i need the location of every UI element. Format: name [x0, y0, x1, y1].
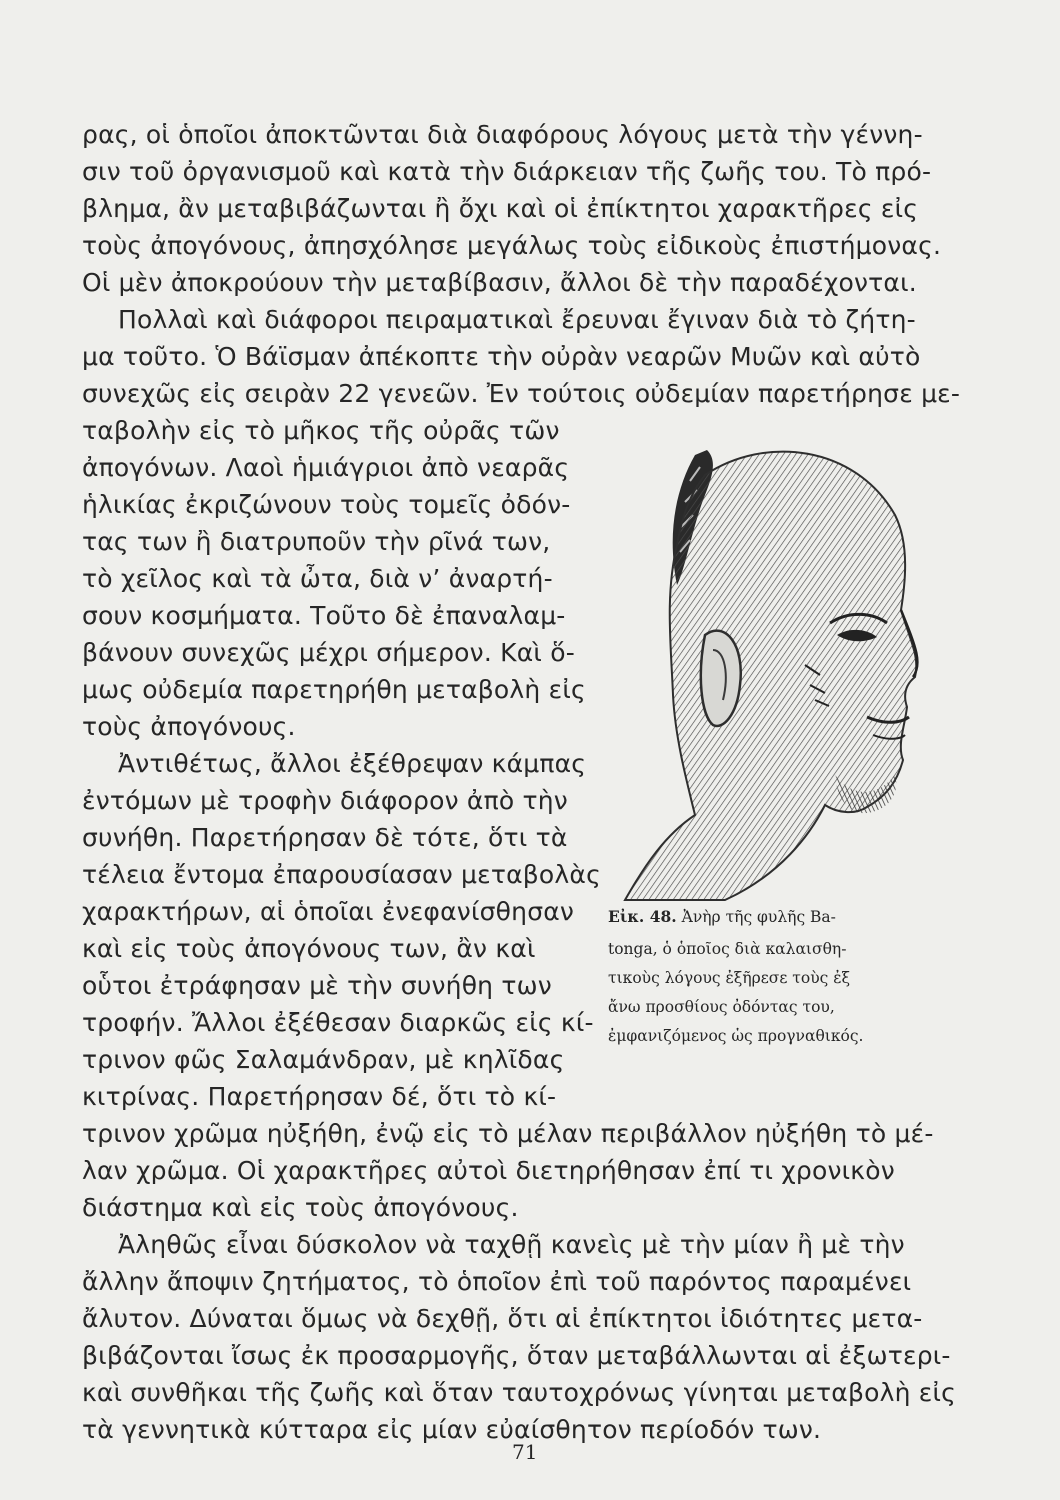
text-line: ἡλικίας ἐκριζώνουν τοὺς τομεῖς ὀδόν-: [82, 490, 571, 519]
text-line: ἐντόμων μὲ τροφὴν διάφορον ἀπὸ τὴν: [82, 786, 568, 815]
text-line: βάνουν συνεχῶς μέχρι σήμερον. Καὶ ὅ-: [82, 638, 575, 667]
text-line: οὗτοι ἐτράφησαν μὲ τὴν συνήθη των: [82, 971, 552, 1000]
text-line: βιβάζονται ἴσως ἐκ προσαρμογῆς, ὅταν μεταβάλλωνται αἱ ἐξωτερι-: [82, 1341, 951, 1370]
text-line: ρας, οἱ ὁποῖοι ἀποκτῶνται διὰ διαφόρους λόγους μετὰ τὴν γέννη-: [82, 120, 923, 149]
page-number: 71: [512, 1440, 538, 1464]
text-line: ταβολὴν εἰς τὸ μῆκος τῆς οὐρᾶς τῶν: [82, 416, 560, 445]
text-line: Ἀληθῶς εἶναι δύσκολον νὰ ταχθῇ κανεὶς μὲ τὴν μίαν ἢ μὲ τὴν: [118, 1230, 905, 1259]
text-line: τὰ γεννητικὰ κύτταρα εἰς μίαν εὐαίσθητον περίοδόν των.: [82, 1415, 822, 1444]
text-line: τρινον χρῶμα ηὐξήθη, ἐνῷ εἰς τὸ μέλαν περιβάλλον ηὐξήθη τὸ μέ-: [82, 1119, 934, 1148]
text-line: κιτρίνας. Παρετήρησαν δέ, ὅτι τὸ κί-: [82, 1082, 557, 1111]
text-line: χαρακτήρων, αἱ ὁποῖαι ἐνεφανίσθησαν: [82, 897, 575, 926]
text-line: καὶ εἰς τοὺς ἀπογόνους των, ἂν καὶ: [82, 934, 536, 963]
text-line: τας των ἢ διατρυποῦν τὴν ρῖνά των,: [82, 527, 551, 556]
text-line: τροφήν. Ἄλλοι ἐξέθεσαν διαρκῶς εἰς κί-: [82, 1008, 594, 1037]
text-line: μα τοῦτο. Ὁ Βάϊσμαν ἀπέκοπτε τὴν οὐρὰν νεαρῶν Μυῶν καὶ αὐτὸ: [82, 342, 921, 371]
text-line: σιν τοῦ ὀργανισμοῦ καὶ κατὰ τὴν διάρκειαν τῆς ζωῆς του. Τὸ πρό-: [82, 157, 932, 186]
caption-line: ἄνω προσθίους ὀδόντας του,: [608, 998, 835, 1016]
text-line: διάστημα καὶ εἰς τοὺς ἀπογόνους.: [82, 1193, 519, 1222]
text-line: συνεχῶς εἰς σειρὰν 22 γενεῶν. Ἐν τούτοις οὐδεμίαν παρετήρησε με-: [82, 379, 961, 408]
text-line: τρινον φῶς Σαλαμάνδραν, μὲ κηλῖδας: [82, 1045, 565, 1074]
figure-illustration: [605, 395, 950, 905]
caption-line: tonga, ὁ ὁποῖος διὰ καλαισθη-: [608, 940, 847, 958]
man-profile-engraving-icon: [605, 395, 950, 905]
caption-line: Ἀνὴρ τῆς φυλῆς Ba-: [681, 908, 836, 926]
text-line: ἄλλην ἄποψιν ζητήματος, τὸ ὁποῖον ἐπὶ τοῦ παρόντος παραμένει: [82, 1267, 912, 1296]
text-line: συνήθη. Παρετήρησαν δὲ τότε, ὅτι τὰ: [82, 823, 568, 852]
text-line: μως οὐδεμία παρετηρήθη μεταβολὴ εἰς: [82, 675, 586, 704]
text-line: ἀπογόνων. Λαοὶ ἡμιάγριοι ἀπὸ νεαρᾶς: [82, 453, 570, 482]
text-line: τέλεια ἔντομα ἐπαρουσίασαν μεταβολὰς: [82, 860, 601, 889]
text-line: καὶ συνθῆκαι τῆς ζωῆς καὶ ὅταν ταυτοχρόνως γίνηται μεταβολὴ εἰς: [82, 1378, 957, 1407]
caption-label: Εἰκ. 48.: [608, 907, 677, 926]
caption-line: τικοὺς λόγους ἐξῆρεσε τοὺς ἐξ: [608, 969, 851, 987]
text-line: Ἀντιθέτως, ἄλλοι ἐξέθρεψαν κάμπας: [118, 749, 587, 778]
text-line: βλημα, ἂν μεταβιβάζωνται ἢ ὄχι καὶ οἱ ἐπίκτητοι χαρακτῆρες εἰς: [82, 194, 919, 223]
text-line: τὸ χεῖλος καὶ τὰ ὦτα, διὰ ν’ ἀναρτή-: [82, 564, 553, 593]
text-line: Οἱ μὲν ἀποκρούουν τὴν μεταβίβασιν, ἄλλοι δὲ τὴν παραδέχονται.: [82, 268, 917, 297]
text-line: τοὺς ἀπογόνους, ἀπησχόλησε μεγάλως τοὺς εἰδικοὺς ἐπιστήμονας.: [82, 231, 942, 260]
text-line: ἄλυτον. Δύναται ὅμως νὰ δεχθῇ, ὅτι αἱ ἐπίκτητοι ἰδιότητες μετα-: [82, 1304, 923, 1333]
text-line: λαν χρῶμα. Οἱ χαρακτῆρες αὐτοὶ διετηρήθησαν ἐπί τι χρονικὸν: [82, 1156, 895, 1185]
text-line: Πολλαὶ καὶ διάφοροι πειραματικαὶ ἔρευναι ἔγιναν διὰ τὸ ζήτη-: [118, 305, 916, 334]
text-line: τοὺς ἀπογόνους.: [82, 712, 296, 741]
caption-line: ἐμφανιζόμενος ὡς προγναθικός.: [608, 1027, 864, 1045]
figure-caption: [608, 905, 968, 929]
text-line: σουν κοσμήματα. Τοῦτο δὲ ἐπαναλαμ-: [82, 601, 566, 630]
